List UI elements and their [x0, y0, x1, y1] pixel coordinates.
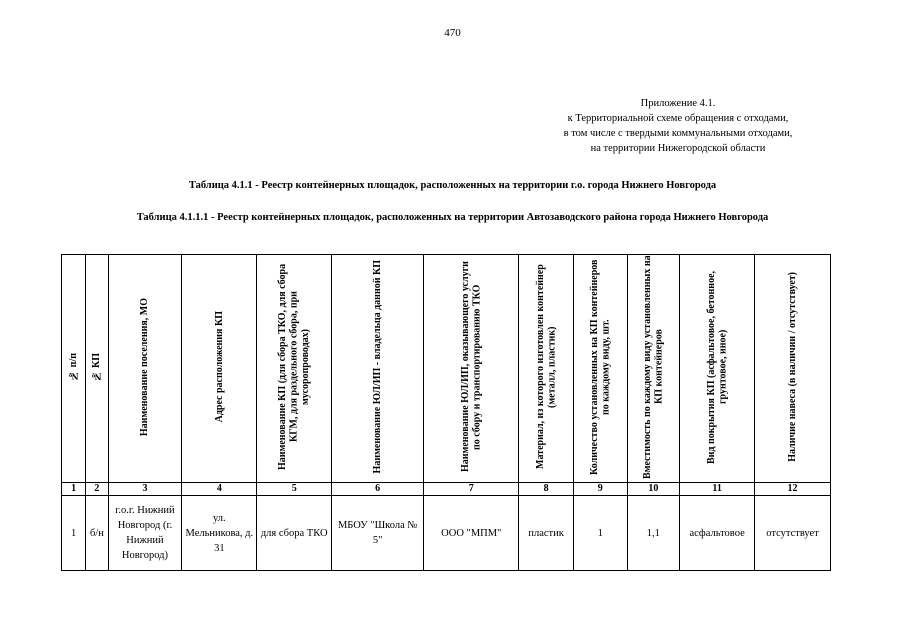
header-cell: Наименование ЮЛ/ИП, оказывающего услуги по сбору и транспортированию ТКО: [424, 255, 519, 483]
table-title-sub: Таблица 4.1.1.1 - Реестр контейнерных площадок, расположенных на территории Автозаводского района города Нижнего Новгорода: [136, 212, 769, 223]
cell-kp-name: для сбора ТКО: [257, 496, 332, 571]
column-number: 5: [257, 483, 332, 496]
header-cell: Адрес расположения КП: [182, 255, 257, 483]
column-number: 6: [332, 483, 424, 496]
cell-canopy: отсутствует: [755, 496, 831, 571]
header-cell: Количество установленных на КП контейнеров по каждому виду, шт.: [573, 255, 627, 483]
header-row: [62, 255, 831, 483]
appendix-note: [520, 96, 836, 156]
header-cell: Вид покрытия КП (асфальтовое, бетонное, грунтовое, иное): [680, 255, 755, 483]
column-number: 2: [86, 483, 108, 496]
cell-surface: асфальтовое: [680, 496, 755, 571]
table-title-main: Таблица 4.1.1 - Реестр контейнерных площадок, расположенных на территории г.о. города Нижнего Новгорода: [188, 180, 717, 191]
registry-table: [61, 254, 831, 571]
column-number: 1: [62, 483, 86, 496]
cell-owner: МБОУ "Школа № 5": [332, 496, 424, 571]
header-cell: Наименование КП (для сбора ТКО, для сбора КГМ, для раздельного сбора, при мусоропроводах): [257, 255, 332, 483]
cell-address: ул. Мельникова, д. 31: [182, 496, 257, 571]
column-number: 12: [755, 483, 831, 496]
header-cell: № п/п: [62, 255, 86, 483]
table-row: [62, 496, 831, 571]
page-number: 470: [444, 27, 461, 39]
cell-container-count: 1: [573, 496, 627, 571]
appendix-line-4: на территории Нижегородской области: [590, 143, 766, 154]
appendix-line-3: в том числе с твердыми коммунальными отходами,: [563, 128, 793, 139]
appendix-line-1: Приложение 4.1.: [640, 98, 716, 109]
column-number: 4: [182, 483, 257, 496]
column-number: 7: [424, 483, 519, 496]
header-cell: Наименование поселения, МО: [108, 255, 182, 483]
column-number: 8: [519, 483, 574, 496]
cell-settlement: г.о.г. Нижний Новгород (г. Нижний Новгород): [108, 496, 182, 571]
column-number-row: [62, 483, 831, 496]
column-number: 11: [680, 483, 755, 496]
column-number: 10: [627, 483, 680, 496]
header-cell: Наличие навеса (в наличии / отсутствует): [755, 255, 831, 483]
cell-service-provider: ООО "МПМ": [424, 496, 519, 571]
cell-kp-number: б/н: [86, 496, 108, 571]
header-cell: № КП: [86, 255, 108, 483]
column-number: 3: [108, 483, 182, 496]
cell-material: пластик: [519, 496, 574, 571]
header-cell: Наименование ЮЛ/ИП - владельца данной КП: [332, 255, 424, 483]
appendix-line-2: к Территориальной схеме обращения с отходами,: [567, 113, 789, 124]
cell-capacity: 1,1: [627, 496, 680, 571]
header-cell: Вместимость по каждому виду установленных на КП контейнеров: [627, 255, 680, 483]
column-number: 9: [573, 483, 627, 496]
header-cell: Материал, из которого изготовлен контейнер (металл, пластик): [519, 255, 574, 483]
cell-row-number: 1: [62, 496, 86, 571]
